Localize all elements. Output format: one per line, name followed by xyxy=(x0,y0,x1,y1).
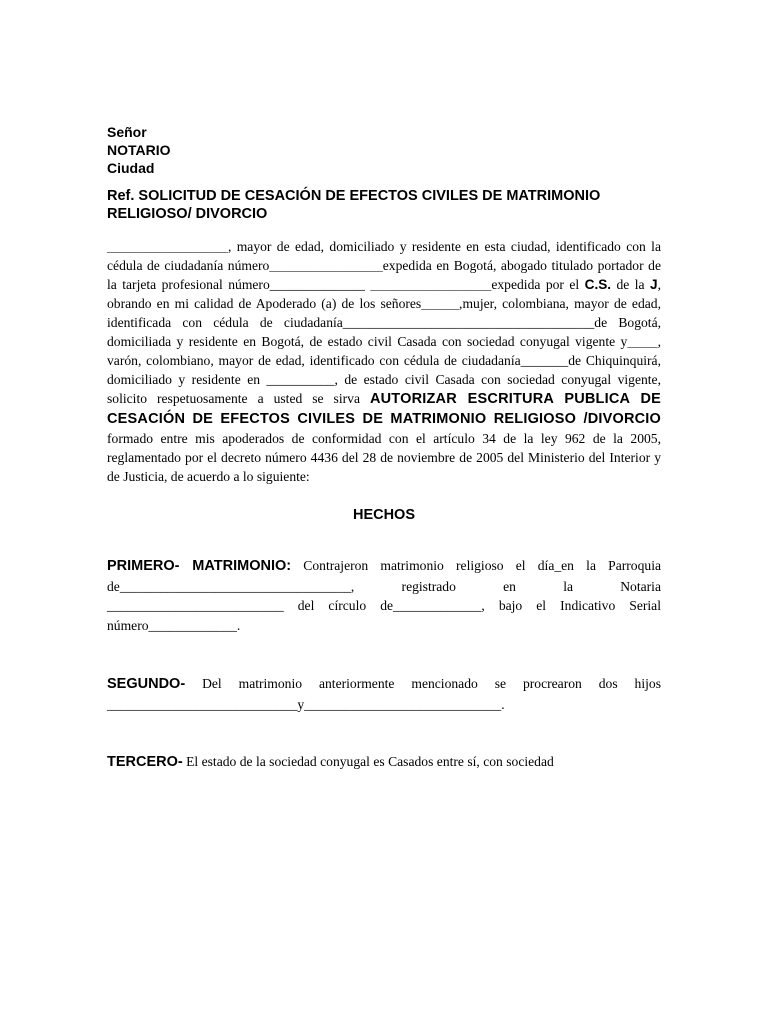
blank-field: ________________ xyxy=(107,239,228,254)
intro-text: , varón, colombiano, mayor de edad, identificado con cédula de ciudadanía_______de Chiquinquirá, domiciliado y residente en __________, de estado civil Casada con sociedad conyugal vigente xyxy=(107,334,661,387)
addressee-title: NOTARIO xyxy=(107,142,171,158)
document-page xyxy=(107,123,661,773)
fact-primero xyxy=(107,556,661,635)
request-bold-text: AUTORIZAR ESCRITURA PUBLICA DE CESACIÓN DE EFECTOS CIVILES DE MATRIMONIO RELIGIOSO /DIVORCIO xyxy=(107,391,661,427)
fact-tercero xyxy=(107,752,661,773)
salutation: Señor xyxy=(107,124,147,140)
council-abbrev: C.S. xyxy=(584,277,612,292)
fact-text: Contrajeron matrimonio religioso el día_en la Parroquia de__________________________________, registrado en la Notaria __________________________ del círculo de_____________, bajo el Indicativo Serial número_____________. xyxy=(107,558,661,633)
blank-field: _____ xyxy=(421,296,460,311)
addressee-city: Ciudad xyxy=(107,160,155,176)
blank-field: ________________ xyxy=(370,277,492,292)
intro-text: formado entre mis apoderados de conformidad con el artículo 34 de la ley 962 de la 2005, reglamentado por el decreto número 4436 del 28 de noviembre de 2005 del Ministerio del Interior y de Justicia, de acuerdo a lo siguiente: xyxy=(107,431,661,484)
intro-text: expedida en Bogotá, abogado titulado portador de la tarjeta profesional número______________ xyxy=(107,258,661,292)
fact-segundo xyxy=(107,674,661,714)
intro-paragraph xyxy=(107,237,661,486)
blank-field: _______________ xyxy=(269,258,383,273)
judicature-abbrev: J xyxy=(650,277,658,292)
fact-title: PRIMERO- MATRIMONIO: xyxy=(107,558,292,574)
intro-text: expedida por el xyxy=(491,277,585,292)
intro-text: , mayor de edad, domiciliado y residente en esta ciudad, identificado con la cédula de ciudadanía número xyxy=(107,239,661,273)
blank-field: ____ xyxy=(627,334,658,349)
fact-text: Del matrimonio anteriormente mencionado se procrearon dos hijos ____________________________y_____________________________. xyxy=(107,676,661,712)
fact-text: El estado de la sociedad conyugal es Casados entre sí, con sociedad xyxy=(182,754,554,769)
intro-text: , solicito respetuosamente a usted se sirva xyxy=(107,372,661,406)
addressee-block xyxy=(107,123,661,177)
section-heading: HECHOS xyxy=(352,507,416,523)
intro-text: , obrando en mi calidad de Apoderado (a) de los señores xyxy=(107,277,661,311)
intro-text: ,mujer, colombiana, mayor de edad, identificada con cédula de ciudadanía_____________________________________de Bogotá, domiciliada y residente en Bogotá, de estado civil Casada con sociedad conyugal vigente y xyxy=(107,296,661,349)
fact-title: TERCERO- xyxy=(107,754,183,770)
fact-title: SEGUNDO- xyxy=(107,676,186,692)
intro-text: de la xyxy=(611,277,651,292)
reference-line: Ref. SOLICITUD DE CESACIÓN DE EFECTOS CIVILES DE MATRIMONIO RELIGIOSO/ DIVORCIO xyxy=(107,188,601,222)
